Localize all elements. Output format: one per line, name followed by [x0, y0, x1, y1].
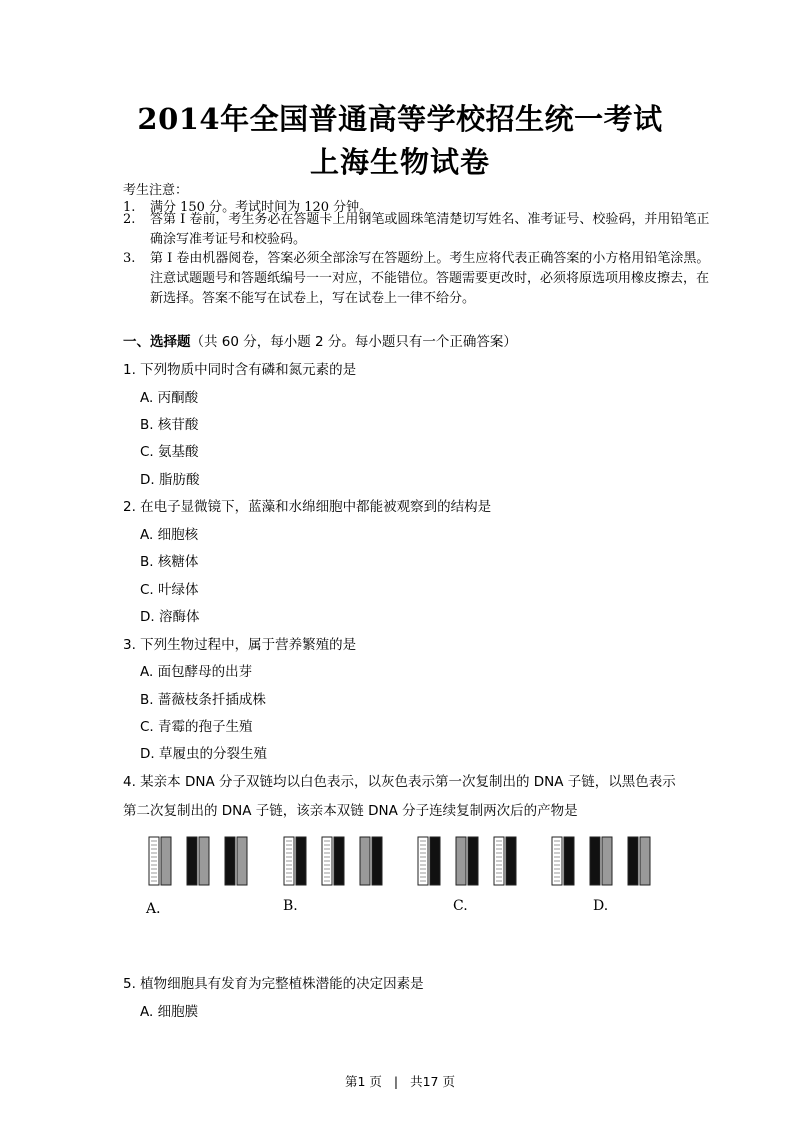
- answer-option: D. 溶酶体: [140, 609, 200, 625]
- footer-separator: |: [393, 1074, 399, 1089]
- dna-strand-black: [187, 837, 197, 885]
- answer-option: B. 核苷酸: [140, 417, 199, 433]
- answer-option: A. 丙酮酸: [140, 390, 199, 406]
- dna-strand-black: [430, 837, 440, 885]
- answer-option: A. 面包酵母的出芽: [140, 664, 253, 680]
- page-number: 第1 页: [344, 1074, 382, 1089]
- page-total: 共17 页: [410, 1074, 455, 1089]
- dna-strand-black: [506, 837, 516, 885]
- notice-item-number: 3.: [123, 251, 136, 266]
- answer-option: A. 细胞膜: [140, 1004, 199, 1020]
- figure-label-b: B.: [283, 898, 298, 914]
- answer-option: B. 核糖体: [140, 554, 199, 570]
- dna-strand-black: [468, 837, 478, 885]
- question-stem: 4. 某亲本 DNA 分子双链均以白色表示，以灰色表示第一次复制出的 DNA 子链，以黑色表示: [123, 774, 676, 790]
- dna-strand-gray: [199, 837, 209, 885]
- dna-strand-black: [296, 837, 306, 885]
- exam-title-line1: 2014年全国普通高等学校招生统一考试: [137, 102, 663, 136]
- notice-heading: 考生注意：: [123, 183, 189, 198]
- dna-strand-gray: [456, 837, 466, 885]
- answer-option: C. 叶绿体: [140, 582, 199, 598]
- dna-figure-a: [148, 836, 253, 886]
- section-description: （共 60 分，每小题 2 分。每小题只有一个正确答案）: [190, 334, 517, 350]
- answer-option: D. 草履虫的分裂生殖: [140, 746, 267, 762]
- dna-strand-black: [564, 837, 574, 885]
- dna-figure-c: [417, 836, 522, 886]
- answer-option: C. 青霉的孢子生殖: [140, 719, 253, 735]
- answer-option: A. 细胞核: [140, 527, 199, 543]
- question-stem: 5. 植物细胞具有发育为完整植株潜能的决定因素是: [123, 976, 424, 992]
- question-stem: 3. 下列生物过程中，属于营养繁殖的是: [123, 637, 357, 653]
- notice-item-text: 答第 I 卷前，考生务必在答题卡上用钢笔或圆珠笔清楚切写姓名、准考证号、校验码，并用铅笔正确涂写准考证号和校验码。: [150, 212, 710, 247]
- dna-figure-d: [551, 836, 656, 886]
- answer-option: C. 氨基酸: [140, 444, 199, 460]
- figure-label-d: D.: [593, 898, 609, 914]
- answer-option: D. 脂肪酸: [140, 472, 200, 488]
- figure-label-a: A．: [146, 901, 171, 917]
- exam-title-line2: 上海生物试卷: [309, 145, 490, 179]
- dna-strand-gray: [640, 837, 650, 885]
- dna-strand-gray: [237, 837, 247, 885]
- dna-strand-gray: [602, 837, 612, 885]
- dna-strand-black: [590, 837, 600, 885]
- dna-strand-gray: [161, 837, 171, 885]
- question-stem: 1. 下列物质中同时含有磷和氮元素的是: [123, 362, 357, 378]
- dna-strand-black: [334, 837, 344, 885]
- dna-strand-black: [372, 837, 382, 885]
- dna-strand-black: [225, 837, 235, 885]
- question-stem: 2. 在电子显微镜下，蓝藻和水绵细胞中都能被观察到的结构是: [123, 499, 492, 515]
- page-footer: [0, 1072, 800, 1090]
- section-label: 一、选择题: [123, 334, 191, 350]
- dna-strand-black: [628, 837, 638, 885]
- dna-figure-b: [283, 836, 388, 886]
- section-heading: [123, 330, 517, 350]
- notice-item-number: 2.: [123, 212, 136, 227]
- answer-option: B. 蔷薇枝条扦插成株: [140, 692, 266, 708]
- notice-item-number: 1.: [123, 200, 136, 215]
- figure-label-c: C.: [453, 898, 468, 914]
- notice-item-text: 第 I 卷由机器阅卷，答案必须全部涂写在答题纷上。考生应将代表正确答案的小方格用铅笔涂黑。注意试题题号和答题纸编号一一对应，不能错位。答题需要更改时，必须将原选项用橡皮擦去，在新选择。答案不能写在试卷上，写在试卷上一律不给分。: [150, 251, 710, 306]
- dna-strand-gray: [360, 837, 370, 885]
- question-stem-continued: 第二次复制出的 DNA 子链，该亲本双链 DNA 分子连续复制两次后的产物是: [123, 803, 578, 819]
- notice-item-text: 满分 150 分。考试时间为 120 分钟。: [150, 200, 373, 215]
